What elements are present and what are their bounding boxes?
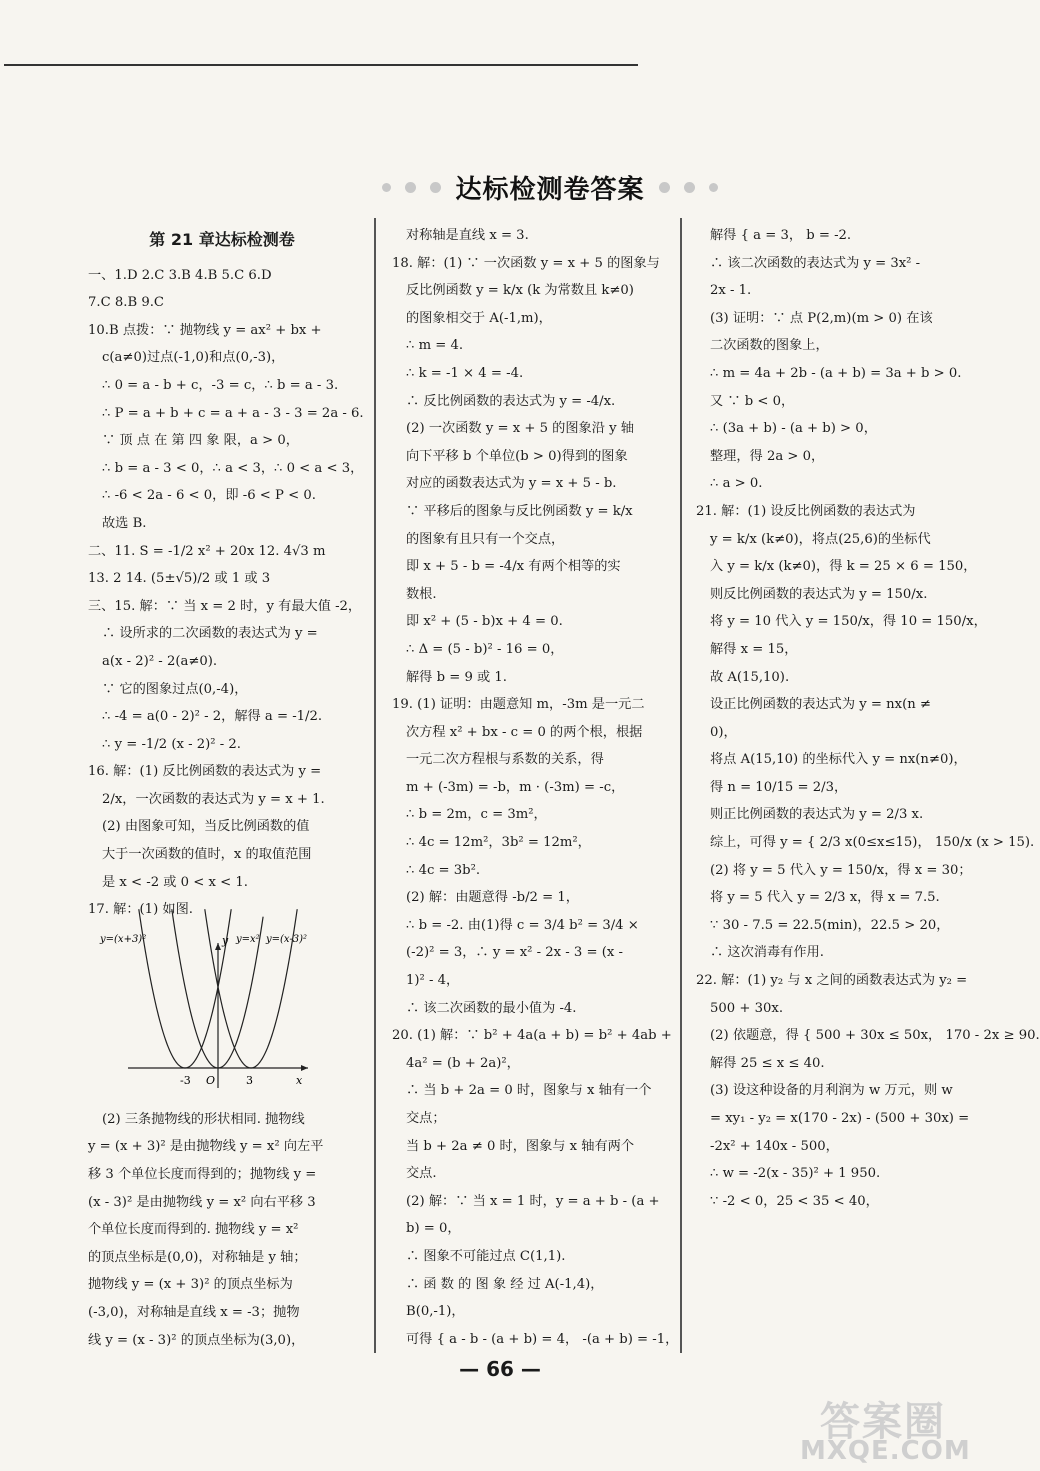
text-line: (-2)² = 3，∴ y = x² - 2x - 3 = (x -	[406, 945, 623, 961]
y-axis-arrow	[215, 943, 221, 950]
text-line: 一、1.D 2.C 3.B 4.B 5.C 6.D	[88, 267, 272, 283]
text-line: B(0,-1)，	[406, 1304, 465, 1320]
text-line: 的顶点坐标是(0,0)，对称轴是 y 轴；	[88, 1249, 307, 1265]
text-line: 可得 { a - b - (a + b) = 4， -(a + b) = -1，	[406, 1331, 679, 1347]
parabola-graph	[100, 928, 318, 1098]
text-line: 反比例函数 y = k/x (k 为常数且 k≠0)	[406, 283, 634, 299]
column-1	[88, 222, 364, 1352]
text-line: 整理，得 2a > 0，	[710, 448, 825, 464]
text-line: 0)，	[710, 724, 737, 740]
page-title: 达标检测卷答案	[455, 174, 645, 205]
text-line: 故选 B.	[102, 515, 147, 531]
text-line: 的图象相交于 A(-1,m)，	[406, 310, 552, 326]
column-1-text-b	[88, 1106, 356, 1354]
text-line: 4a² = (b + 2a)²，	[406, 1055, 520, 1071]
text-line: 故 A(15,10).	[710, 669, 790, 685]
text-line: 将 y = 10 代入 y = 150/x，得 10 = 150/x，	[710, 614, 987, 630]
text-line: m + (-3m) = -b，m · (-3m) = -c，	[406, 779, 625, 795]
text-line: 数根.	[406, 586, 437, 602]
text-line: 二、11. S = -1/2 x² + 20x 12. 4√3 m	[88, 543, 326, 559]
text-line: (2) 三条抛物线的形状相同. 抛物线	[102, 1111, 305, 1127]
text-line: 19. (1) 证明：由题意知 m，-3m 是一元二	[392, 697, 645, 713]
top-rule	[4, 64, 638, 66]
text-line: 交点；	[406, 1111, 446, 1126]
text-line: ∴ Δ = (5 - b)² - 16 = 0，	[406, 641, 564, 657]
text-line: -2x² + 140x - 500，	[710, 1138, 839, 1154]
text-line: (x - 3)² 是由抛物线 y = x² 向右平移 3	[88, 1194, 316, 1210]
text-line: ∵ 它的图象过点(0,-4)，	[102, 681, 248, 697]
x-axis-arrow	[301, 1065, 308, 1071]
text-line: ∴ 设所求的二次函数的表达式为 y =	[102, 626, 318, 642]
text-line: ∴ m = 4.	[406, 338, 464, 354]
text-line: ∴ 4c = 12m²，3b² = 12m²，	[406, 835, 591, 851]
section-heading: 第 21 章达标检测卷	[149, 230, 295, 249]
text-line: ∴ w = -2(x - 35)² + 1 950.	[710, 1166, 881, 1182]
text-line: 大于一次函数的值时，x 的取值范围	[102, 847, 312, 863]
text-line: 一元二次方程根与系数的关系，得	[406, 752, 604, 768]
text-line: 将点 A(15,10) 的坐标代入 y = nx(n≠0)，	[710, 752, 967, 768]
text-line: (2) 依题意，得 { 500 + 30x ≤ 50x， 170 - 2x ≥ 90.	[710, 1028, 1040, 1044]
decorative-dot	[709, 183, 718, 192]
column-3	[696, 222, 1040, 1352]
label-x-axis: x	[296, 1073, 303, 1087]
column-1-text-a	[88, 262, 364, 924]
decorative-dot	[659, 182, 670, 193]
text-line: 即 x² + (5 - b)x + 4 = 0.	[406, 614, 563, 630]
text-line: ∴ 4c = 3b².	[406, 862, 481, 878]
text-line: 设正比例函数的表达式为 y = nx(n ≠	[710, 697, 931, 713]
text-line: (3) 设这种设备的月利润为 w 万元，则 w	[710, 1083, 953, 1099]
text-line: 交点.	[406, 1166, 437, 1182]
text-line: 将 y = 5 代入 y = 2/3 x，得 x = 7.5.	[710, 890, 940, 906]
text-line: ∴ 当 b + 2a = 0 时，图象与 x 轴有一个	[406, 1083, 652, 1099]
text-line: 解得 25 ≤ x ≤ 40.	[710, 1055, 825, 1071]
text-line: 2x - 1.	[710, 283, 752, 299]
text-line: c(a≠0)过点(-1,0)和点(0,-3)，	[102, 350, 285, 366]
text-line: 当 b + 2a ≠ 0 时，图象与 x 轴有两个	[406, 1138, 635, 1154]
decorative-dot	[382, 183, 391, 192]
column-divider	[680, 218, 682, 1353]
text-line: 解得 { a = 3， b = -2.	[710, 228, 852, 243]
text-line: 对应的函数表达式为 y = x + 5 - b.	[406, 476, 617, 492]
text-line: y = k/x (k≠0)，将点(25,6)的坐标代	[710, 531, 931, 547]
text-line: 1)² - 4，	[406, 973, 460, 989]
text-line: a(x - 2)² - 2(a≠0).	[102, 653, 218, 669]
column-divider	[374, 218, 376, 1353]
text-line: 向下平移 b 个单位(b > 0)得到的图象	[406, 448, 628, 464]
decorative-dot	[430, 182, 441, 193]
text-line: (2) 解：∵ 当 x = 1 时，y = a + b - (a +	[406, 1193, 660, 1209]
text-line: 则反比例函数的表达式为 y = 150/x.	[710, 586, 928, 602]
label-center-curve: y=x²	[236, 933, 260, 945]
column-2	[392, 222, 679, 1352]
label-right-curve: y=(x-3)²	[266, 933, 308, 945]
text-line: ∴ a > 0.	[710, 476, 763, 492]
text-line: 又 ∵ b < 0，	[710, 393, 795, 409]
text-line: 入 y = k/x (k≠0)，得 k = 25 × 6 = 150，	[710, 559, 977, 575]
text-line: 是 x < -2 或 0 < x < 1.	[102, 874, 248, 890]
text-line: 即 x + 5 - b = -4/x 有两个相等的实	[406, 559, 621, 575]
text-line: ∵ 平移后的图象与反比例函数 y = k/x	[406, 503, 633, 519]
text-line: ∴ 这次消毒有作用.	[710, 945, 824, 961]
text-line: (3) 证明：∵ 点 P(2,m)(m > 0) 在该	[710, 310, 933, 326]
text-line: 10.B 点拨：∵ 抛物线 y = ax² + bx +	[88, 322, 322, 338]
text-line: b) = 0，	[406, 1221, 461, 1237]
text-line: y = (x + 3)² 是由抛物线 y = x² 向左平	[88, 1139, 324, 1155]
column-2-text	[392, 222, 679, 1353]
text-line: ∴ 0 = a - b + c，-3 = c，∴ b = a - 3.	[102, 377, 339, 393]
text-line: 解得 b = 9 或 1.	[406, 669, 507, 685]
text-line: ∴ P = a + b + c = a + a - 3 - 3 = 2a - 6.	[102, 405, 364, 421]
watermark-url: MXQE.COM	[800, 1436, 971, 1466]
title-row	[350, 170, 750, 204]
text-line: ∴ b = 2m，c = 3m²，	[406, 807, 547, 823]
text-line: 抛物线 y = (x + 3)² 的顶点坐标为	[88, 1277, 293, 1293]
tick-neg-3: -3	[180, 1073, 191, 1087]
text-line: 13. 2 14. (5±√5)/2 或 1 或 3	[88, 571, 271, 587]
text-line: 三、15. 解：∵ 当 x = 2 时，y 有最大值 -2，	[88, 598, 362, 614]
text-line: 个单位长度而得到的. 抛物线 y = x²	[88, 1222, 299, 1238]
text-line: 则正比例函数的表达式为 y = 2/3 x.	[710, 807, 924, 823]
text-line: 移 3 个单位长度而得到的；抛物线 y =	[88, 1167, 317, 1183]
text-line: 17. 解：(1) 如图.	[88, 902, 193, 918]
text-line: ∵ -2 < 0，25 < 35 < 40，	[710, 1193, 879, 1209]
text-line: ∴ k = -1 × 4 = -4.	[406, 365, 524, 381]
text-line: 22. 解：(1) y₂ 与 x 之间的函数表达式为 y₂ =	[696, 973, 968, 989]
text-line: 得 n = 10/15 = 2/3，	[710, 779, 848, 795]
text-line: 解得 x = 15，	[710, 641, 798, 657]
decorative-dot	[405, 182, 416, 193]
text-line: ∴ (3a + b) - (a + b) > 0，	[710, 421, 877, 437]
text-line: ∴ 该二次函数的最小值为 -4.	[406, 1000, 577, 1016]
text-line: ∴ 该二次函数的表达式为 y = 3x² -	[710, 255, 921, 271]
text-line: 21. 解：(1) 设反比例函数的表达式为	[696, 503, 916, 519]
text-line: 二次函数的图象上，	[710, 338, 829, 354]
text-line: 综上，可得 y = { 2/3 x(0≤x≤15)， 150/x (x > 15).	[710, 835, 1035, 851]
text-line: ∴ y = -1/2 (x - 2)² - 2.	[102, 736, 242, 752]
label-left-curve: y=(x+3)²	[100, 933, 147, 945]
text-line: 500 + 30x.	[710, 1000, 784, 1016]
text-line: 的图象有且只有一个交点，	[406, 531, 565, 547]
label-y-axis: y	[222, 933, 229, 947]
text-line: 20. (1) 解：∵ b² + 4a(a + b) = b² + 4ab +	[392, 1028, 672, 1044]
text-line: ∴ 反比例函数的表达式为 y = -4/x.	[406, 393, 616, 409]
text-line: ∵ 30 - 7.5 = 22.5(min)，22.5 > 20，	[710, 917, 950, 933]
origin-label: O	[206, 1073, 216, 1087]
text-line: ∴ 图象不可能过点 C(1,1).	[406, 1248, 566, 1264]
text-line: ∴ -4 = a(0 - 2)² - 2，解得 a = -1/2.	[102, 709, 323, 725]
text-line: 2/x，一次函数的表达式为 y = x + 1.	[102, 791, 325, 807]
page-number: — 66 —	[459, 1357, 541, 1381]
text-line: 次方程 x² + bx - c = 0 的两个根，根据	[406, 724, 643, 740]
text-line: 7.C 8.B 9.C	[88, 295, 165, 311]
text-line: ∴ -6 < 2a - 6 < 0，即 -6 < P < 0.	[102, 488, 316, 504]
text-line: ∵ 顶 点 在 第 四 象 限，a > 0，	[102, 433, 299, 449]
text-line: (2) 一次函数 y = x + 5 的图象沿 y 轴	[406, 421, 634, 437]
text-line: (2) 由图象可知，当反比例函数的值	[102, 819, 310, 835]
column-3-text	[696, 222, 1040, 1215]
decorative-dot	[684, 182, 695, 193]
text-line: (2) 将 y = 5 代入 y = 150/x，得 x = 30；	[710, 862, 972, 878]
text-line: 16. 解：(1) 反比例函数的表达式为 y =	[88, 764, 322, 780]
text-line: 18. 解：(1) ∵ 一次函数 y = x + 5 的图象与	[392, 255, 660, 271]
text-line: = xy₁ - y₂ = x(170 - 2x) - (500 + 30x) =	[710, 1111, 970, 1126]
text-line: (2) 解：由题意得 -b/2 = 1，	[406, 890, 579, 906]
text-line: ∴ b = -2. 由(1)得 c = 3/4 b² = 3/4 ×	[406, 917, 639, 933]
text-line: ∴ 函 数 的 图 象 经 过 A(-1,4)，	[406, 1276, 604, 1292]
tick-3: 3	[246, 1073, 253, 1087]
text-line: (-3,0)，对称轴是直线 x = -3；抛物	[88, 1305, 300, 1320]
text-line: 对称轴是直线 x = 3.	[406, 228, 529, 243]
text-line: ∴ b = a - 3 < 0，∴ a < 3，∴ 0 < a < 3，	[102, 460, 364, 476]
watermark-logo: 答案圈	[820, 1399, 946, 1445]
text-line: ∴ m = 4a + 2b - (a + b) = 3a + b > 0.	[710, 365, 962, 381]
text-line: 线 y = (x - 3)² 的顶点坐标为(3,0)，	[88, 1332, 305, 1348]
